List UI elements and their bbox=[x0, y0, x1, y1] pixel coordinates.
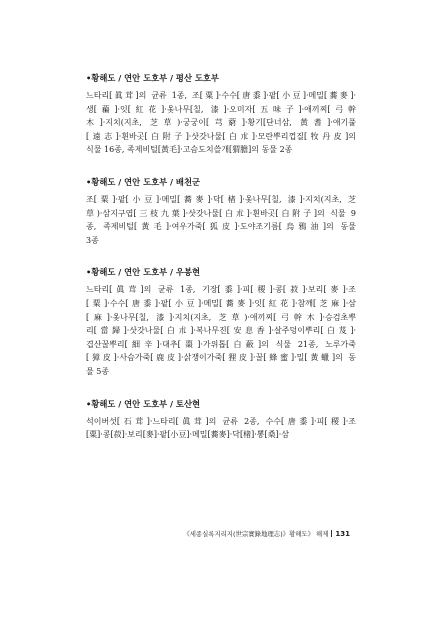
document-body bbox=[86, 72, 356, 461]
entry-section bbox=[86, 176, 356, 247]
text-line: [粟]·수수[唐黍]·팥[小豆]·메밀[蕎麥]·잇[紅花]·참깨[芝麻]·삼 bbox=[86, 298, 356, 308]
entry-section bbox=[86, 266, 356, 378]
page-number: 131 bbox=[335, 530, 350, 538]
entry-section bbox=[86, 398, 356, 442]
text-line: 조[粟]·팥[小豆]·메밀[蕎麥]·닥[楮]·옻나무[칠, 漆]·지치(지초, 芝 bbox=[86, 194, 356, 204]
entry-section bbox=[86, 72, 356, 157]
text-line: 3종 bbox=[86, 235, 99, 245]
text-line: [麻]·옻나무[칠, 漆]·지치(지초, 芝草)·애끼찌[弓幹木]·승검초뿌 bbox=[86, 312, 356, 322]
text-line: 석이버섯[石茸]·느타리[眞茸]의 균류 2종, 수수[唐黍]·피[稷]·조 bbox=[86, 416, 356, 426]
text-line: [粟]·콩[菽]·보리[麥]·팥[小豆]·메밀[蕎麥]·닥[楮]·뽕[桑]·삼 bbox=[86, 430, 290, 440]
section-heading: •황해도 / 연안 도호부 / 우봉현 bbox=[86, 267, 200, 278]
text-line: 종, 족제비털[黃毛]·여우가죽[狐皮]·도야조기름[烏鴉油]의 동물 bbox=[86, 222, 356, 232]
text-line: [獐皮]·사슴가죽[鹿皮]·삵쟁이가죽[狸皮]·꿀[蜂蜜]·밀[黃蠟]의 동 bbox=[86, 353, 356, 363]
footer-divider bbox=[331, 530, 332, 537]
text-line: 식물 16종, 족제비털[黃毛]·고슴도치쓸개[猬膽]의 동물 2종 bbox=[86, 145, 293, 155]
text-line: 겹산꿀뿌리[細辛]·대추[棗]·가위톱[白蘞]의 식물 21종, 노루가죽 bbox=[86, 339, 356, 349]
text-line: 느타리[眞茸]의 균류 1종, 기장[黍]·피[稷]·콩[菽]·보리[麥]·조 bbox=[86, 285, 356, 295]
section-heading: •황해도 / 연안 도호부 / 토산현 bbox=[86, 398, 200, 409]
text-line: 리[當歸]·삿갓나물[白朮]·복나무진[安息香]·살주덩이뿌리[白芨]· bbox=[86, 326, 356, 336]
text-line: [遠志]·흰바곳[白附子]·삿갓나물[白朮]·모란뿌리껍질[牧丹皮]의 bbox=[86, 131, 356, 141]
text-line: 木]·지치(지초, 芝草)·궁궁이[芎藭]·황기[단너삼, 黃耆]·애기풀 bbox=[86, 118, 356, 128]
text-line: 느타리[眞茸]의 균류 1종, 조[粟]·수수[唐黍]·팥[小豆]·메밀[蕎麥]· bbox=[86, 91, 356, 100]
text-line: 물 5종 bbox=[86, 366, 110, 376]
section-heading: •황해도 / 연안 도호부 / 배천군 bbox=[86, 176, 200, 187]
text-line: 생[藊]·잇[紅花]·옻나무[칠, 漆]·오미자[五味子]·애끼찌[弓幹 bbox=[86, 104, 356, 114]
running-footer bbox=[170, 529, 350, 539]
section-heading: •황해도 / 연안 도호부 / 평산 도호부 bbox=[86, 73, 219, 83]
text-line: 草)·삼지구엽[三枝九葉]·삿갓나물[白朮]·흰바곳[白附子]의 식물 9 bbox=[86, 208, 356, 218]
footer-title: 《세종실록지리지(世宗實錄地理志)》황해도》 해제 bbox=[183, 530, 329, 538]
